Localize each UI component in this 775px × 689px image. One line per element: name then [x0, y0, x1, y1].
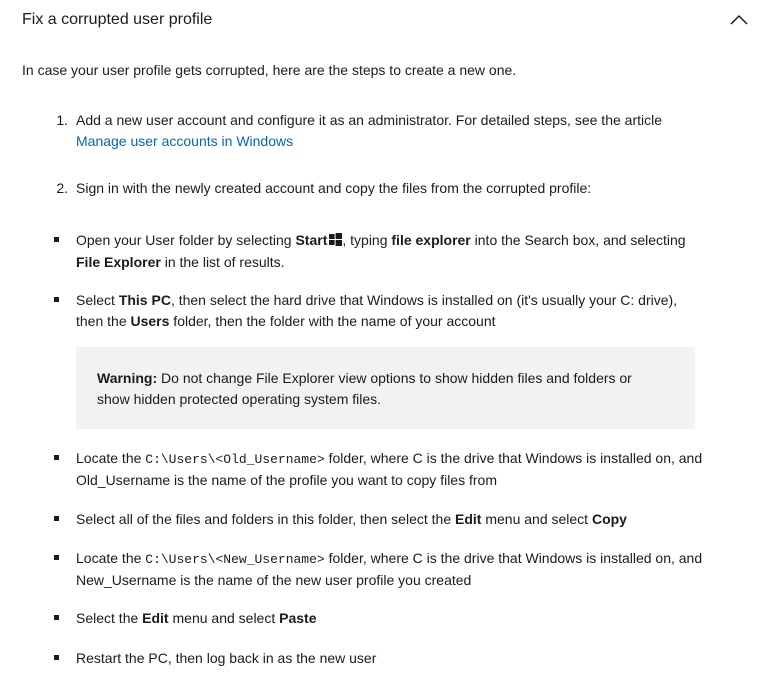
warning-label: Warning:: [97, 370, 158, 386]
list-item-text: Restart the PC, then log back in as the new user: [76, 650, 377, 666]
step-text: Sign in with the newly created account and copy the files from the corrupted profile:: [76, 180, 592, 196]
bullet-icon: [54, 455, 59, 460]
warning-text: Warning: Do not change File Explorer view options to show hidden files and folders or show hidden protected operating system files.: [97, 370, 632, 407]
manage-user-accounts-link[interactable]: Manage user accounts in Windows: [76, 133, 294, 149]
bullet-icon: [54, 615, 59, 620]
bullet-icon: [54, 655, 59, 660]
step-number: 1.: [56, 112, 68, 128]
old-profile-path: C:\Users\<Old_Username>: [145, 452, 325, 467]
step-number: 2.: [56, 180, 68, 196]
list-item-text: Open your User folder by selecting Start , typing file explorer into the Search box, and selecting File Explorer in the list of results.: [76, 232, 686, 270]
bullet-icon: [54, 516, 59, 521]
bullet-icon: [54, 555, 59, 560]
accordion-header[interactable]: [0, 0, 775, 42]
section-title: Fix a corrupted user profile: [22, 11, 213, 28]
list-item-text: Locate the C:\Users\<Old_Username> folder, where C is the drive that Windows is installed on, and Old_Username is the name of the profile you want to copy files from: [76, 450, 703, 488]
list-item-text: Locate the C:\Users\<New_Username> folder, where C is the drive that Windows is installed on, and New_Username is the name of the new user profile you created: [76, 550, 703, 588]
new-profile-path: C:\Users\<New_Username>: [145, 552, 325, 567]
warning-box: [76, 347, 695, 429]
chevron-up-icon[interactable]: [729, 12, 749, 26]
step-text: Add a new user account and configure it as an administrator. For detailed steps, see the article Manage user accounts in Windows: [76, 112, 662, 149]
bullet-icon: [54, 237, 59, 242]
windows-logo-icon: [329, 231, 342, 252]
bullet-icon: [54, 297, 59, 302]
list-item-text: Select all of the files and folders in this folder, then select the Edit menu and select Copy: [76, 511, 627, 527]
list-item-text: Select the Edit menu and select Paste: [76, 610, 317, 626]
intro-text: In case your user profile gets corrupted, here are the steps to create a new one.: [22, 62, 517, 78]
list-item-text: Select This PC, then select the hard drive that Windows is installed on (it's usually your C: drive), then the Users folder, then the folder with the name of your account: [76, 292, 678, 329]
